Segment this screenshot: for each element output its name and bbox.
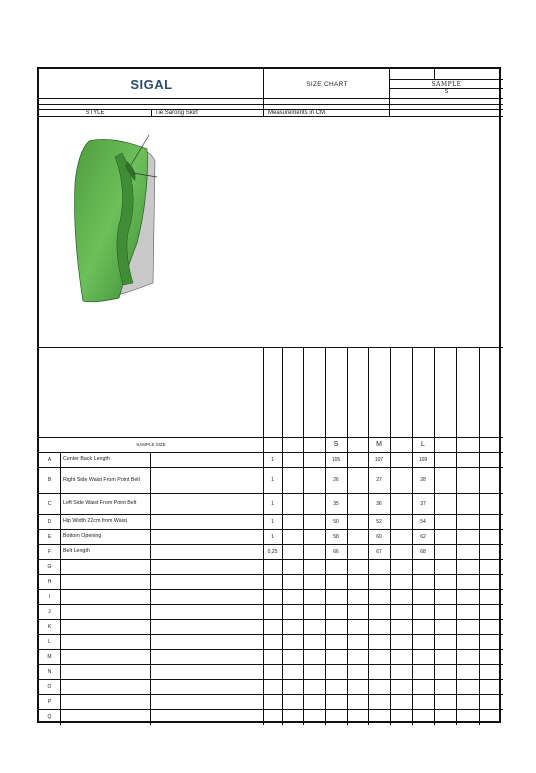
tolerance-value [263, 649, 282, 664]
size-s-value: 50 [333, 518, 339, 525]
row-letter: G [47, 563, 52, 570]
size-m-value [368, 694, 390, 709]
tolerance-value: 0,25 [267, 548, 278, 555]
sample-label: SAMPLE [431, 80, 462, 88]
tolerance-value: 1 [271, 477, 274, 483]
measurement-name [63, 694, 150, 709]
size-m-value: 107 [374, 456, 384, 463]
size-l-value [412, 559, 434, 574]
size-l-value [412, 634, 434, 649]
column-divider [282, 347, 283, 725]
size-l-value [412, 649, 434, 664]
measurement-name: Belt Length [63, 548, 90, 554]
size-m-value [368, 664, 390, 679]
size-l-value: 54 [420, 518, 426, 525]
tolerance-value: 1 [271, 456, 274, 463]
tolerance-value [263, 559, 282, 574]
size-s-value [325, 709, 347, 724]
row-letter: J [48, 608, 51, 615]
tolerance-value [263, 604, 282, 619]
row-letter: L [48, 638, 51, 645]
size-m-value [368, 604, 390, 619]
measurement-name: Center Back Length [63, 456, 110, 462]
size-m-value [368, 709, 390, 724]
size-m-value: 52 [376, 518, 382, 525]
measurement-name: Bottom Opening [63, 533, 102, 539]
divider [39, 104, 503, 105]
row-letter: A [47, 456, 52, 463]
measurement-name [63, 634, 150, 649]
column-divider [390, 347, 391, 725]
size-m-value: 36 [376, 500, 382, 507]
size-header-l: L [421, 441, 425, 448]
measurement-name [63, 559, 150, 574]
measurement-name [63, 649, 150, 664]
tolerance-value: 1 [271, 533, 274, 540]
size-s-value [325, 634, 347, 649]
size-s-value: 58 [333, 533, 339, 540]
row-letter: C [47, 500, 52, 507]
tolerance-value [263, 709, 282, 724]
sample-value: S [444, 89, 449, 95]
row-letter: D [47, 518, 52, 525]
size-l-value: 68 [420, 548, 426, 555]
size-m-value: 67 [376, 548, 382, 555]
row-letter: O [47, 683, 52, 690]
size-s-value [325, 589, 347, 604]
row-letter: K [47, 623, 52, 630]
column-divider [303, 347, 304, 725]
size-m-value [368, 649, 390, 664]
measurement-name: Hip Width 22cm from Waist [63, 518, 127, 524]
divider [389, 88, 503, 89]
size-m-value [368, 679, 390, 694]
measurement-name: Left Side Waist From Point Belt [63, 500, 137, 506]
row-letter: I [48, 593, 51, 600]
divider [434, 69, 435, 79]
size-l-value: 37 [420, 500, 426, 507]
size-header-s: S [333, 441, 339, 448]
divider [389, 79, 503, 80]
sarong-skirt-sketch-icon [67, 133, 167, 313]
size-s-value: 26 [333, 477, 339, 483]
row-letter: H [47, 578, 52, 585]
row-letter: P [47, 698, 52, 705]
size-s-value [325, 604, 347, 619]
tolerance-value [263, 634, 282, 649]
size-l-value [412, 604, 434, 619]
row-letter: F [47, 548, 52, 555]
measurements-note: Measurements in CM [268, 109, 326, 116]
size-chart-sheet [37, 67, 501, 723]
row-letter: M [47, 653, 52, 660]
size-m-value: 27 [376, 477, 382, 483]
row-letter: N [47, 668, 52, 675]
tolerance-value [263, 589, 282, 604]
size-l-value [412, 679, 434, 694]
size-m-value [368, 574, 390, 589]
size-s-value: 66 [333, 548, 339, 555]
row-letter: B [47, 477, 52, 483]
size-m-value [368, 634, 390, 649]
tolerance-value: 1 [271, 518, 274, 525]
measurement-name [63, 709, 150, 724]
measurement-name [63, 679, 150, 694]
sample-size-label: SAMPLE SIZE [136, 442, 166, 447]
style-label: STYLE [85, 109, 105, 116]
divider [39, 116, 503, 117]
divider [151, 109, 152, 116]
size-l-value [412, 709, 434, 724]
column-divider [479, 347, 480, 725]
tolerance-value [263, 574, 282, 589]
size-s-value [325, 649, 347, 664]
size-s-value [325, 679, 347, 694]
measurement-name [63, 604, 150, 619]
size-l-value [412, 619, 434, 634]
size-s-value [325, 694, 347, 709]
size-chart-title: SIZE CHART [306, 80, 348, 88]
tolerance-value [263, 664, 282, 679]
tolerance-value [263, 679, 282, 694]
style-value: Tie Sarong Skirt [155, 109, 198, 116]
measurement-name [63, 664, 150, 679]
row-letter: Q [47, 713, 52, 720]
tolerance-value [263, 694, 282, 709]
brand-name: SIGAL [130, 76, 173, 92]
size-l-value [412, 664, 434, 679]
measurement-name [63, 619, 150, 634]
column-divider [456, 347, 457, 725]
size-l-value [412, 694, 434, 709]
divider [39, 98, 503, 99]
size-s-value: 35 [333, 500, 339, 507]
measurement-name [63, 589, 150, 604]
size-m-value [368, 589, 390, 604]
size-m-value [368, 619, 390, 634]
size-l-value [412, 574, 434, 589]
tolerance-value [263, 619, 282, 634]
size-header-m: M [376, 441, 382, 448]
size-s-value [325, 619, 347, 634]
size-l-value: 62 [420, 533, 426, 540]
size-s-value [325, 664, 347, 679]
size-s-value [325, 574, 347, 589]
size-l-value: 109 [418, 456, 428, 463]
measurement-name [63, 574, 150, 589]
column-divider [434, 347, 435, 725]
size-l-value [412, 589, 434, 604]
row-letter: E [47, 533, 52, 540]
size-m-value: 60 [376, 533, 382, 540]
tolerance-value: 1 [271, 500, 274, 507]
size-s-value [325, 559, 347, 574]
size-l-value: 28 [420, 477, 426, 483]
measurement-name: Right Side Waist From Point Belt [63, 476, 140, 483]
size-m-value [368, 559, 390, 574]
column-divider [347, 347, 348, 725]
size-s-value: 105 [331, 456, 341, 463]
